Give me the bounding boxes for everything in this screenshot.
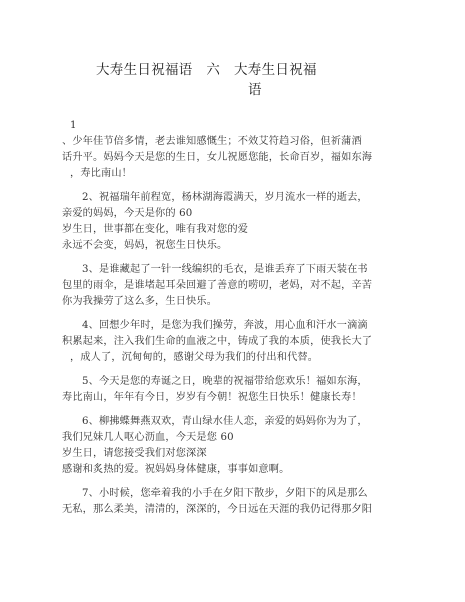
text-line: 积累起来，注入我们生命的血液之中，铸成了我的本质，使我长大了 <box>62 336 373 347</box>
text-line: 亲爱的妈妈，今天是你的 60 <box>62 208 193 219</box>
title-line-2: 语 <box>248 82 262 98</box>
text-line: 无私，那么柔美，清清的，深深的，今日远在天涯的我仍记得那夕阳 <box>62 504 373 515</box>
text-line: 感谢和炙热的爱。祝妈妈身体健康，事事如意啊。 <box>62 464 290 475</box>
text-line: 永远不会变，妈妈，祝您生日快乐。 <box>62 240 228 251</box>
text-line: 包里的雨伞，是谁堵起耳朵回避了善意的唠叨，老妈，对不起，辛苦 <box>62 280 373 291</box>
text-line: 岁生日，世事都在变化，唯有我对您的爱 <box>62 224 249 235</box>
text-line: ，成人了，沉甸甸的，感谢父母为我们的付出和代替。 <box>70 352 319 363</box>
text-line: 7、小时候，您牵着我的小手在夕阳下散步，夕阳下的风是那么 <box>82 488 368 499</box>
text-line: 6、柳拂蝶舞燕双欢，青山绿水佳人恋，亲爱的妈妈你为为了， <box>82 416 368 427</box>
title-line-1: 大寿生日祝福语 六 大寿生日祝福 <box>96 62 317 78</box>
page-title <box>96 60 396 100</box>
text-line: 寿比南山，年年有今日，岁岁有今朝！祝您生日快乐！健康长寿！ <box>62 392 362 403</box>
text-line: 4、回想少年时，是您为我们操劳，奔波，用心血和汗水一滴滴 <box>82 320 368 331</box>
text-line: ，寿比南山！ <box>70 168 133 179</box>
text-line: 岁生日，请您接受我们对您深深 <box>62 448 207 459</box>
text-line: 1 <box>70 120 77 131</box>
text-line: 我们兄妹几人呕心沥血，今天是您 60 <box>62 432 234 443</box>
text-line: 话升平。妈妈今天是您的生日，女儿祝愿您能，长命百岁，福如东海 <box>62 152 373 163</box>
text-line: 你为我操劳了这么多，生日快乐。 <box>62 296 218 307</box>
text-line: 3、是谁藏起了一针一线编织的毛衣，是谁丢弃了下雨天装在书 <box>82 264 368 275</box>
text-line: 5、今天是您的寿诞之日，晚辈的祝福带给您欢乐！福如东海， <box>82 376 368 387</box>
text-line: 2、祝福瑞年前程宽，杨林湖海霞满天，岁月流水一样的逝去， <box>82 192 368 203</box>
text-line: 、少年佳节倍多情，老去谁知感慨生；不效艾符趋习俗，但祈蒲酒 <box>62 136 362 147</box>
